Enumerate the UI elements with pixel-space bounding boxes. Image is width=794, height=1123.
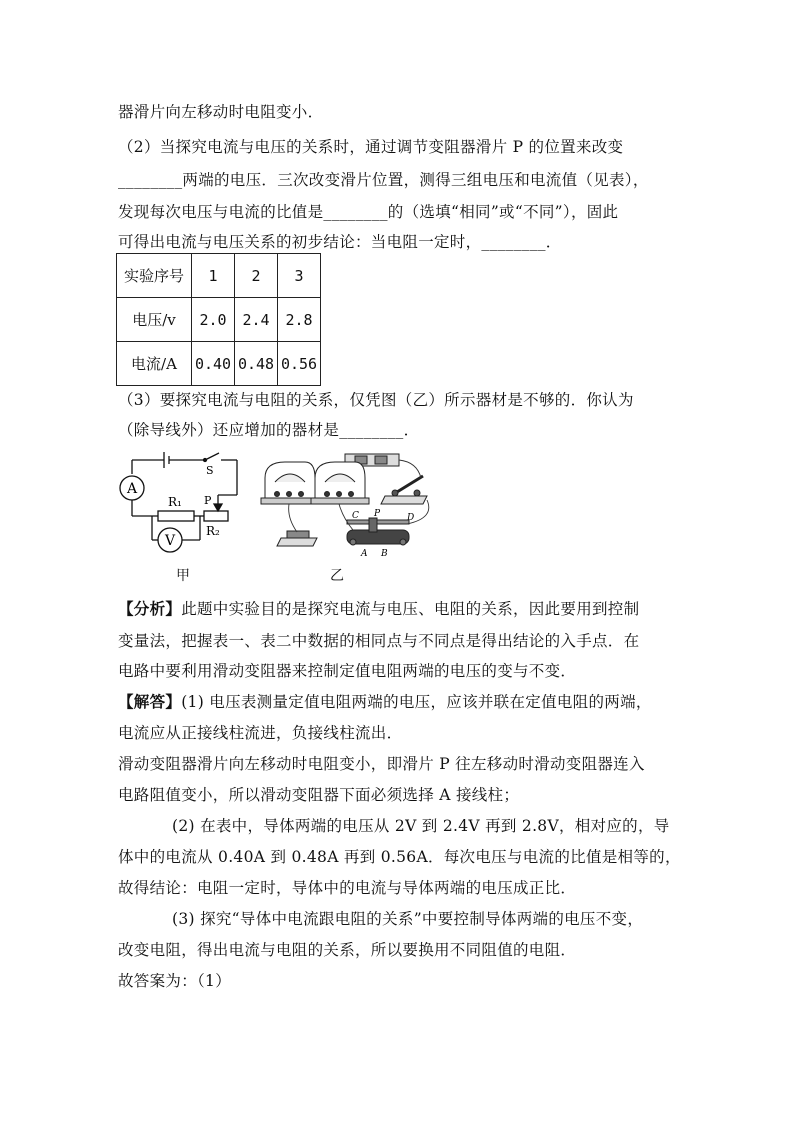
terminal-label: D bbox=[407, 513, 415, 523]
figure-caption-yi: 乙 bbox=[330, 568, 344, 584]
switch-label: S bbox=[206, 464, 214, 477]
text-line: 可得出电流与电压关系的初步结论：当电阻一定时，________． bbox=[118, 233, 562, 251]
solution-text: (1) 电压表测量定值电阻两端的电压，应该并联在定值电阻的两端， bbox=[181, 693, 652, 711]
text-line: (3) 探究“导体中电流跟电阻的关系”中要控制导体两端的电压不变， bbox=[172, 910, 644, 928]
table-cell: 1 bbox=[192, 254, 235, 298]
table-row bbox=[117, 342, 321, 386]
apparatus-diagram-yi bbox=[257, 448, 437, 563]
table-cell: 0.48 bbox=[235, 342, 278, 386]
text-line: 电路中要利用滑动变阻器来控制定值电阻两端的电压的变与不变． bbox=[118, 662, 577, 680]
slider-label: P bbox=[204, 494, 212, 507]
text-line: 改变电阻，得出电流与电阻的关系，所以要换用不同阻值的电阻． bbox=[118, 941, 577, 959]
text-line: （除导线外）还应增加的器材是________． bbox=[118, 421, 420, 439]
terminal-label: P bbox=[374, 509, 381, 519]
solution-line bbox=[118, 690, 652, 712]
text-line: （2）当探究电流与电压的关系时，通过调节变阻器滑片 P 的位置来改变 bbox=[118, 138, 624, 156]
r2-label: R₂ bbox=[206, 524, 220, 538]
table-cell: 0.40 bbox=[192, 342, 235, 386]
data-table bbox=[116, 253, 321, 386]
text-line: 变量法，把握表一、表二中数据的相同点与不同点是得出结论的入手点．在 bbox=[118, 632, 640, 650]
text-line: 电流应从正接线柱流进，负接线柱流出． bbox=[118, 724, 403, 742]
text-line: 发现每次电压与电流的比值是________的（选填“相同”或“不同”），固此 bbox=[118, 203, 619, 221]
figure-caption-jia: 甲 bbox=[176, 568, 190, 584]
table-row bbox=[117, 298, 321, 342]
text-line: 体中的电流从 0.40A 到 0.48A 再到 0.56A．每次电压与电流的比值是相等的， bbox=[118, 848, 681, 866]
analysis-text: 此题中实验目的是探究电流与电压、电阻的关系，因此要用到控制 bbox=[181, 600, 640, 618]
circuit-diagram-jia bbox=[118, 448, 248, 563]
analysis-line bbox=[118, 597, 639, 619]
table-cell: 3 bbox=[278, 254, 321, 298]
text-line: 滑动变阻器滑片向左移动时电阻变小，即滑片 P 往左移动时滑动变阻器连入 bbox=[118, 755, 645, 773]
terminal-label: C bbox=[352, 511, 359, 521]
text-line: 故得结论：电阻一定时，导体中的电流与导体两端的电压成正比． bbox=[118, 879, 577, 897]
terminal-label: A bbox=[361, 549, 368, 559]
table-cell: 电流/A bbox=[117, 342, 192, 386]
table-cell: 2.4 bbox=[235, 298, 278, 342]
analysis-label: 【分析】 bbox=[118, 599, 182, 618]
text-line: 器滑片向左移动时电阻变小． bbox=[118, 103, 324, 121]
table-cell: 0.56 bbox=[278, 342, 321, 386]
table-cell: 2 bbox=[235, 254, 278, 298]
table-cell: 电压/v bbox=[117, 298, 192, 342]
answer-line: 故答案为：（1） bbox=[118, 972, 232, 990]
voltmeter-label: V bbox=[164, 533, 176, 549]
text-line: (2) 在表中，导体两端的电压从 2V 到 2.4V 再到 2.8V，相对应的，导 bbox=[172, 817, 670, 835]
text-line: ________两端的电压．三次改变滑片位置，测得三组电压和电流值（见表）， bbox=[118, 171, 649, 189]
table-cell: 实验序号 bbox=[117, 254, 192, 298]
text-line: 电路阻值变小，所以滑动变阻器下面必须选择 A 接线柱； bbox=[118, 786, 520, 804]
table-row bbox=[117, 254, 321, 298]
r1-label: R₁ bbox=[168, 495, 182, 509]
table-cell: 2.0 bbox=[192, 298, 235, 342]
table-cell: 2.8 bbox=[278, 298, 321, 342]
ammeter-label: A bbox=[126, 481, 138, 497]
solution-label: 【解答】 bbox=[118, 692, 182, 711]
text-line: （3）要探究电流与电阻的关系，仅凭图（乙）所示器材是不够的．你认为 bbox=[118, 391, 634, 409]
terminal-label: B bbox=[381, 549, 388, 559]
